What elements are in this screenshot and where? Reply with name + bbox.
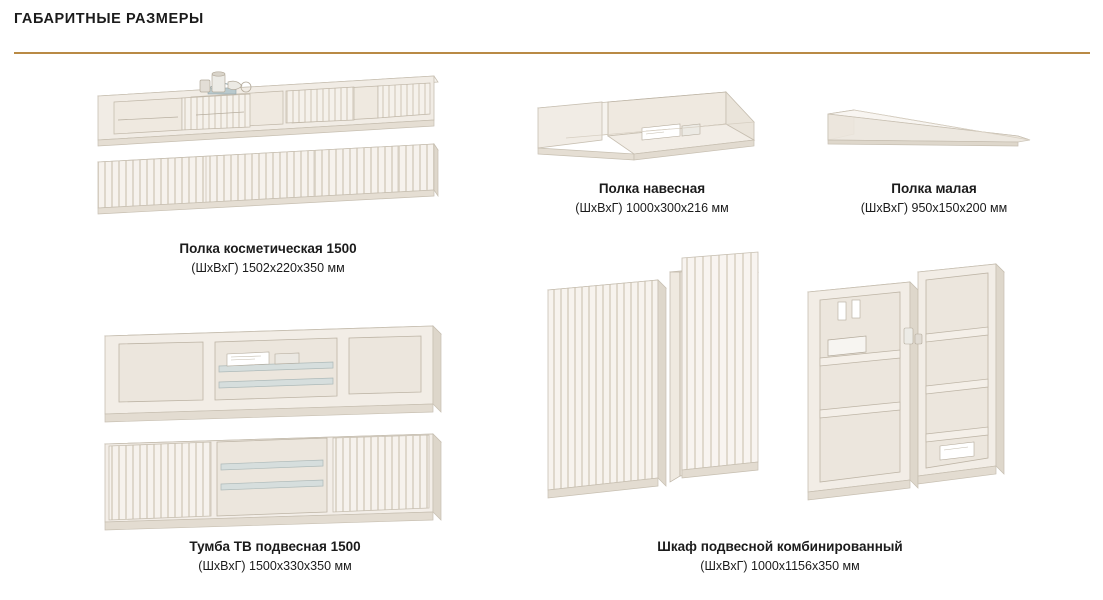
figure-polka-malaya <box>818 100 1038 170</box>
item-dims: (ШхВхГ) 1000х1156х350 мм <box>700 559 860 574</box>
caption-polka-malaya <box>800 180 1068 217</box>
item-name: Тумба ТВ подвесная 1500 <box>189 539 361 554</box>
item-name: Полка навесная <box>598 181 706 196</box>
item-dims: (ШхВхГ) 950х150х200 мм <box>860 201 1008 216</box>
caption-polka-navesnaya <box>518 180 786 217</box>
item-dims: (ШхВхГ) 1502х220х350 мм <box>191 261 345 276</box>
figure-polka-kosmeticheskaya-1500 <box>78 58 458 248</box>
figure-polka-navesnaya <box>530 78 760 178</box>
item-name: Полка малая <box>891 181 977 196</box>
item-name: Шкаф подвесной комбинированный <box>657 539 903 554</box>
caption-polka-kosmeticheskaya-1500 <box>78 240 458 277</box>
item-dims: (ШхВхГ) 1000х300х216 мм <box>575 201 729 216</box>
figure-shkaf-podvesnoy-kombinirovannyy <box>520 250 1040 520</box>
title-divider <box>14 52 1090 54</box>
figure-tumba-tv-podvesnaya-1500 <box>85 318 465 538</box>
item-name: Полка косметическая 1500 <box>179 241 357 256</box>
item-dims: (ШхВхГ) 1500х330х350 мм <box>198 559 352 574</box>
page-title: ГАБАРИТНЫЕ РАЗМЕРЫ <box>14 11 204 27</box>
caption-tumba-tv-podvesnaya-1500 <box>85 538 465 575</box>
caption-shkaf-podvesnoy-kombinirovannyy <box>520 538 1040 575</box>
